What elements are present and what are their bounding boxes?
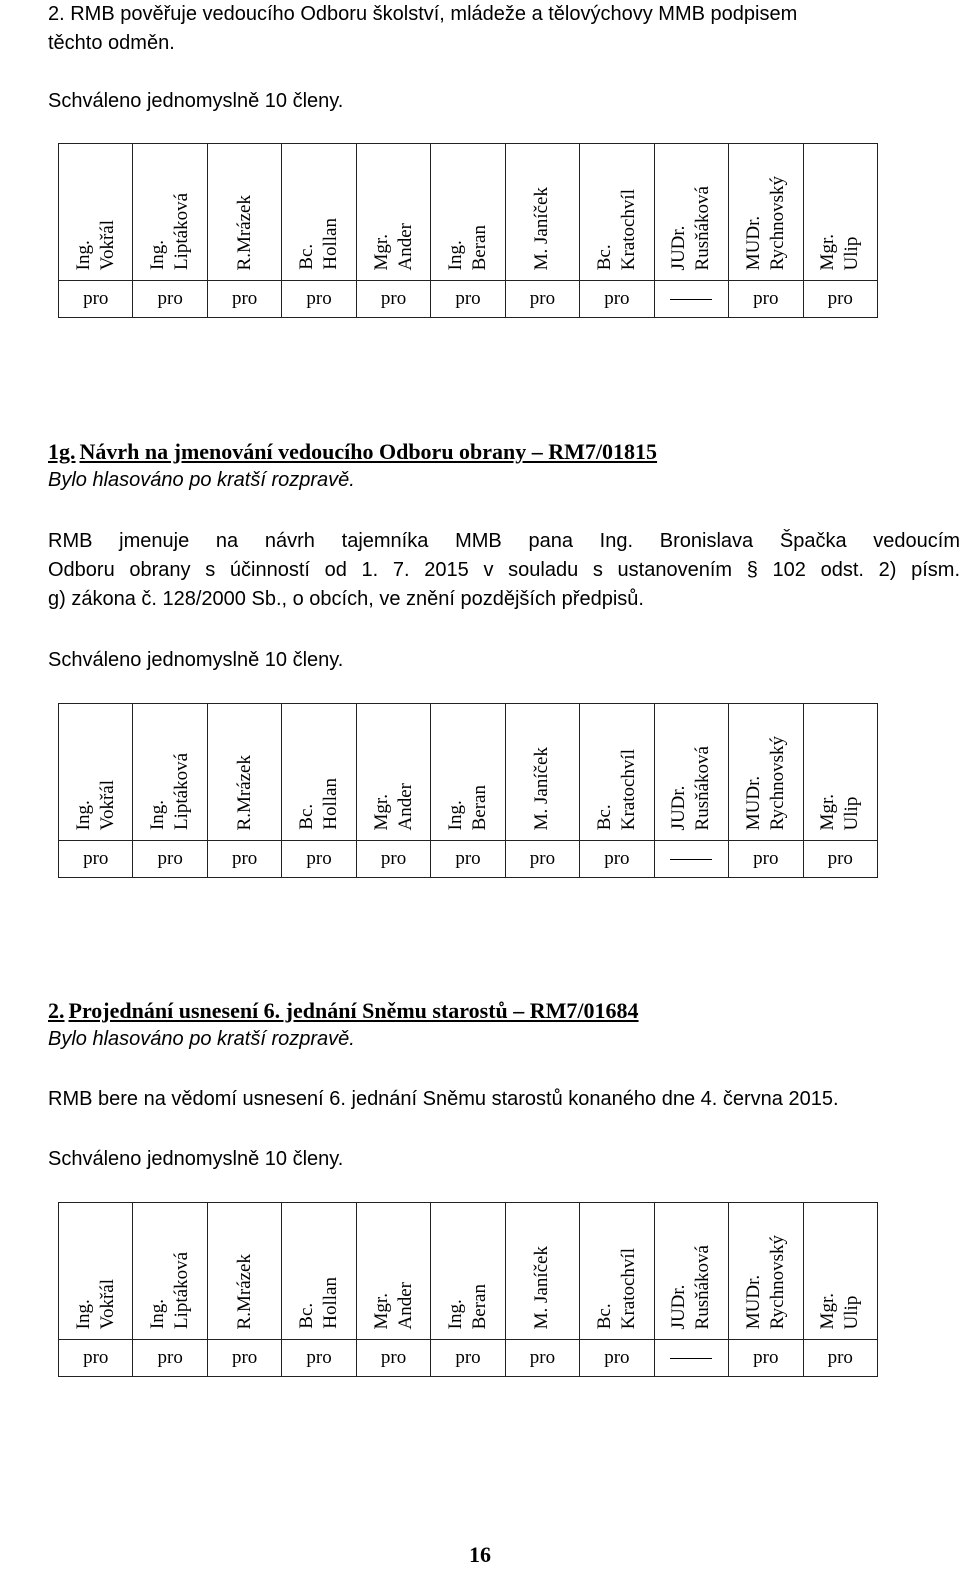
member-surname: Liptáková [171,752,193,830]
section-2-resolution: RMB bere na vědomí usnesení 6. jednání Sněmu starostů konaného dne 4. června 2015. [48,1088,839,1110]
vote-cell [207,281,281,318]
vote-value: pro [306,1347,332,1368]
vote-dash [670,299,712,300]
member-name [667,746,715,830]
member-name [742,176,790,270]
member-name [816,234,864,270]
member-name [295,1277,343,1329]
vote-table-1 [58,143,878,318]
vote-value: pro [83,848,109,869]
member-title: Ing. [147,1298,169,1329]
member-title: Ing. [147,799,169,830]
vote-cell [654,281,728,318]
member-title: Ing. [147,239,169,270]
section-2-number: 2. [48,998,65,1023]
member-title: Ing. [72,799,94,830]
member-surname: Liptáková [171,192,193,270]
vote-cell [133,281,207,318]
vote-cell [654,1340,728,1377]
member-title: Ing. [444,799,466,830]
member-name-cell [803,704,877,841]
vote-cell [356,841,430,878]
member-title: Mgr. [370,1292,392,1329]
member-title: Ing. [444,239,466,270]
member-surname: Rusňáková [692,1244,714,1329]
member-name [530,747,554,830]
vote-value: pro [157,288,183,309]
member-title: Bc. [296,804,318,830]
intro-line-1: 2. RMB pověřuje vedoucího Odboru školství, mládeže a tělovýchovy MMB podpisem [48,3,798,25]
member-name [530,187,554,270]
member-name-cell [654,144,728,281]
member-name-cell [133,144,207,281]
vote-cell [207,1340,281,1377]
member-name-cell [729,1203,803,1340]
section-2-heading [48,996,960,1028]
member-name-cell [282,704,356,841]
member-name [667,1245,715,1329]
member-name-cell [505,1203,579,1340]
member-name-cell [654,1203,728,1340]
member-surname: Rusňáková [692,745,714,830]
vote-cell [59,841,133,878]
vote-value: pro [604,1347,630,1368]
vote-cell [803,1340,877,1377]
vote-value: pro [306,848,332,869]
member-name-cell [356,144,430,281]
vote-value: pro [306,288,332,309]
member-surname: Kratochvíl [617,748,639,830]
vote-cell [356,1340,430,1377]
member-title: Ing. [72,1298,94,1329]
vote-table-3 [58,1202,878,1377]
vote-cell [133,1340,207,1377]
member-name-cell [282,144,356,281]
vote-value: pro [753,288,779,309]
vote-value: pro [753,1347,779,1368]
section-2-title: Projednání usnesení 6. jednání Sněmu starostů – RM7/01684 [68,998,639,1023]
vote-cell [580,841,654,878]
member-title: M. Janíček [531,746,553,830]
member-name-cell [356,704,430,841]
intro-line-2: těchto odměn. [48,32,175,54]
member-name-cell [580,704,654,841]
member-name-cell [207,1203,281,1340]
member-name-cell [282,1203,356,1340]
member-surname: Vokřál [96,219,118,270]
member-title: Mgr. [370,233,392,270]
vote-cell [729,1340,803,1377]
vote-table-names-row [59,704,878,841]
vote-cell [59,281,133,318]
member-name [370,223,418,270]
vote-value: pro [380,848,407,869]
member-surname: Liptáková [171,1251,193,1329]
member-name [444,225,492,270]
member-name-cell [59,704,133,841]
member-title: M. Janíček [531,186,553,270]
member-name [816,1293,864,1329]
member-name [444,1284,492,1329]
vote-dash [670,1358,712,1359]
vote-cell [654,841,728,878]
vote-cell [580,281,654,318]
vote-cell [431,281,505,318]
vote-cell [729,281,803,318]
member-name [233,195,257,270]
vote-cell [356,281,430,318]
member-name [295,218,343,270]
approval-2: Schváleno jednomyslně 10 členy. [48,649,344,671]
member-name-cell [580,144,654,281]
member-name-cell [356,1203,430,1340]
member-name [295,778,343,830]
member-surname: Vokřál [96,779,118,830]
vote-cell [282,841,356,878]
member-name [370,783,418,830]
member-name-cell [803,1203,877,1340]
vote-cell [282,1340,356,1377]
member-name [593,1248,641,1329]
member-name-cell [580,1203,654,1340]
vote-value: pro [827,848,853,869]
section-1g-heading [48,437,960,469]
vote-value: pro [529,848,556,869]
member-title: Bc. [296,244,318,270]
member-surname: Beran [468,1283,490,1329]
vote-table-values-row [59,1340,878,1377]
member-surname: Hollan [320,778,342,830]
vote-value: pro [604,848,630,869]
member-surname: Ulip [841,236,863,270]
member-title: MUDr. [742,775,764,830]
resolution-line-2: Odboru obrany s účinností od 1. 7. 2015 v souladu s ustanovením § 102 odst. 2) písm. [48,559,960,581]
approval-3: Schváleno jednomyslně 10 členy. [48,1148,344,1170]
member-name-cell [59,144,133,281]
member-surname: Vokřál [96,1278,118,1329]
member-name-cell [505,704,579,841]
vote-value: pro [157,1347,183,1368]
member-name [742,1235,790,1329]
member-surname: Beran [468,224,490,270]
vote-dash [670,859,712,860]
member-name [72,220,120,270]
vote-cell [505,281,579,318]
member-name-cell [505,144,579,281]
section-1g-resolution [48,527,960,614]
vote-table-names-row [59,1203,878,1340]
vote-value: pro [455,848,481,869]
member-name-cell [803,144,877,281]
vote-value: pro [529,288,556,309]
member-name-cell [431,144,505,281]
member-name-cell [654,704,728,841]
vote-cell [803,841,877,878]
member-title: R.Mrázek [233,1253,255,1329]
vote-value: pro [827,1347,853,1368]
member-title: JUDr. [668,1284,690,1329]
section-2-note: Bylo hlasováno po kratší rozpravě. [48,1028,355,1050]
vote-value: pro [231,288,258,309]
vote-cell [729,841,803,878]
vote-value: pro [455,288,481,309]
member-surname: Hollan [320,1277,342,1329]
member-surname: Ulip [841,1295,863,1329]
vote-cell [803,281,877,318]
vote-cell [207,841,281,878]
member-title: Mgr. [370,793,392,830]
vote-cell [431,1340,505,1377]
vote-value: pro [83,1347,109,1368]
member-name [816,794,864,830]
member-name [72,780,120,830]
member-name [146,753,194,830]
member-surname: Ander [394,782,416,830]
vote-cell [431,841,505,878]
member-surname: Kratochvíl [617,188,639,270]
member-surname: Kratochvíl [617,1247,639,1329]
member-name [233,1254,257,1329]
member-title: Bc. [593,804,615,830]
vote-value: pro [380,1347,407,1368]
member-title: R.Mrázek [233,754,255,830]
vote-value: pro [157,848,183,869]
member-surname: Rychnovský [766,175,788,270]
member-surname: Rychnovský [766,735,788,830]
member-title: Ing. [72,239,94,270]
member-name [233,755,257,830]
member-title: Bc. [593,244,615,270]
vote-value: pro [83,288,109,309]
member-name-cell [207,144,281,281]
member-name [593,749,641,830]
member-surname: Beran [468,784,490,830]
vote-value: pro [380,288,407,309]
member-surname: Ulip [841,796,863,830]
member-name [530,1246,554,1329]
member-title: Mgr. [817,233,839,270]
member-name-cell [133,704,207,841]
resolution-line-1: RMB jmenuje na návrh tajemníka MMB pana Ing. Bronislava Špačka vedoucím [48,530,960,552]
vote-value: pro [753,848,779,869]
member-name [146,193,194,270]
member-title: Ing. [444,1298,466,1329]
member-name-cell [207,704,281,841]
section-1g-title: Návrh na jmenování vedoucího Odboru obrany – RM7/01815 [79,439,658,464]
vote-value: pro [231,848,258,869]
member-title: Mgr. [817,793,839,830]
member-name-cell [729,144,803,281]
member-name [667,186,715,270]
member-title: Mgr. [817,1292,839,1329]
member-title: MUDr. [742,215,764,270]
member-title: M. Janíček [531,1245,553,1329]
vote-table-names-row [59,144,878,281]
member-title: Bc. [296,1303,318,1329]
member-name-cell [133,1203,207,1340]
vote-table-values-row [59,281,878,318]
section-1g-note: Bylo hlasováno po kratší rozpravě. [48,469,355,491]
vote-value: pro [604,288,630,309]
vote-cell [505,841,579,878]
member-name [370,1282,418,1329]
resolution-line-3: g) zákona č. 128/2000 Sb., o obcích, ve znění pozdějších předpisů. [48,588,644,610]
intro-text [48,0,960,58]
member-title: Bc. [593,1303,615,1329]
member-title: JUDr. [668,225,690,270]
member-title: R.Mrázek [233,194,255,270]
member-surname: Rusňáková [692,185,714,270]
member-name-cell [729,704,803,841]
vote-cell [505,1340,579,1377]
member-name-cell [431,1203,505,1340]
member-name-cell [59,1203,133,1340]
member-title: JUDr. [668,785,690,830]
member-name-cell [431,704,505,841]
member-name [444,785,492,830]
vote-value: pro [529,1347,556,1368]
vote-value: pro [231,1347,258,1368]
vote-cell [282,281,356,318]
approval-1: Schváleno jednomyslně 10 členy. [48,90,344,112]
vote-table-values-row [59,841,878,878]
member-surname: Ander [394,1281,416,1329]
member-name [72,1279,120,1329]
member-surname: Rychnovský [766,1234,788,1329]
section-1g-number: 1g. [48,439,76,464]
member-title: MUDr. [742,1274,764,1329]
vote-cell [59,1340,133,1377]
vote-cell [133,841,207,878]
vote-table-2 [58,703,878,878]
page-number: 16 [469,1542,491,1567]
member-surname: Ander [394,222,416,270]
vote-value: pro [455,1347,481,1368]
member-name [593,189,641,270]
vote-cell [580,1340,654,1377]
vote-value: pro [827,288,853,309]
member-surname: Hollan [320,218,342,270]
member-name [742,736,790,830]
member-name [146,1252,194,1329]
